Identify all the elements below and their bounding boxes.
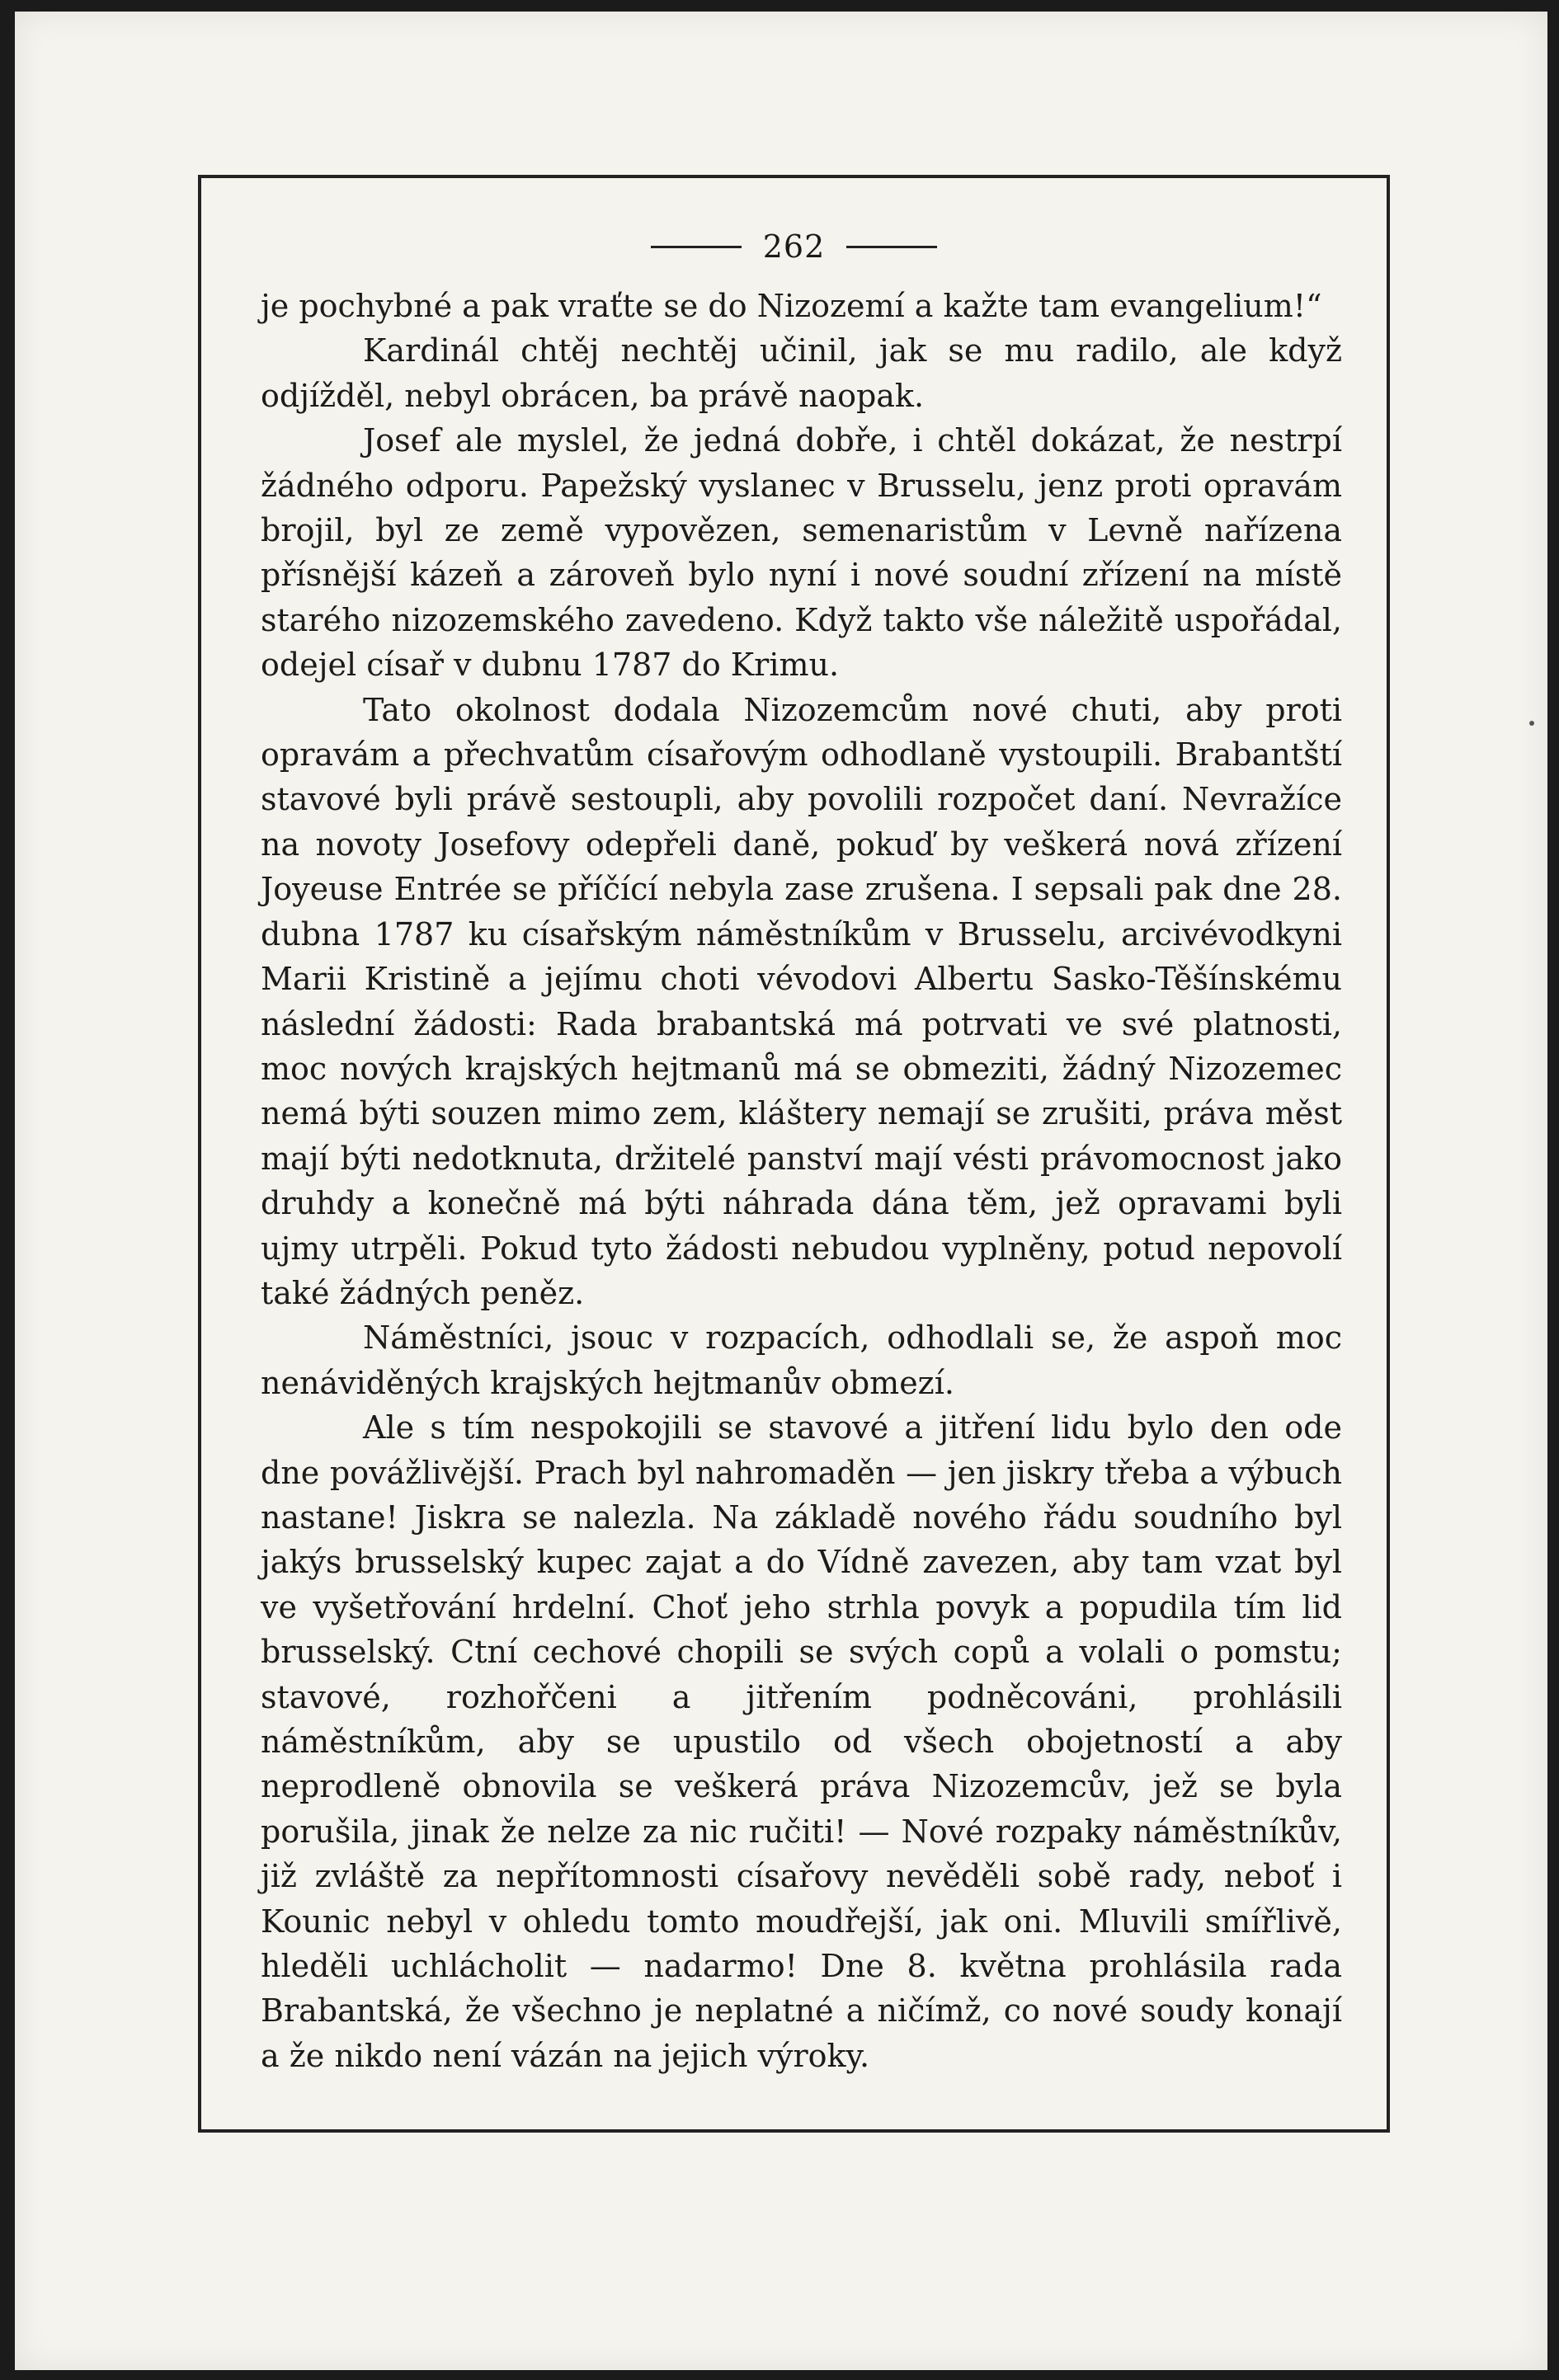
header-rule-right [846,246,937,248]
paragraph: Ale s tím nespokojili se stavové a jitření lidu bylo den ode dne povážlivější. Prach byl nahromaděn — jen jiskry třeba a výbuch nastane! Jiskra se nalezla. Na základě nového řádu soudního byl jakýs brusselský kupec zajat a do Vídně zavezen, aby tam vzat byl ve vyšetřování hrdelní. Choť jeho strhla povyk a popudila tím lid brusselský. Ctní cechové chopili se svých copů a volali o pomstu; stavové, rozhořčeni a jitřením podněcováni, prohlásili náměstníkům, aby se upustilo od všech obojetností a aby neprodleně obnovila se veškerá práva Nizozemcův, jež se byla porušila, jinak že nelze za nic ručiti! — Nové rozpaky náměstníkův, již zvláště za nepřítomnosti císařovy nevěděli sobě rady, neboť i Kounic nebyl v ohledu tomto moudřejší, jak oni. Mluvili smířlivě, hleděli uchlácholit — nadarmo! Dne 8. května prohlásila rada Brabantská, že všechno je neplatné a ničímž, co nové soudy konají a že nikdo není vázán na jejich výroky. [261,1409,1342,2074]
paragraph: Tato okolnost dodala Nizozemcům nové chuti, aby proti opravám a přechvatům císařovým odhodlaně vystoupili. Brabantští stavové byli právě sestoupli, aby povolili rozpočet daní. Nevražíce na novoty Josefovy odepřeli daně, pokuď by veškerá nová zřízení Joyeuse Entrée se příčící nebyla zase zrušena. I sepsali pak dne 28. dubna 1787 ku císařským náměstníkům v Brusselu, arcivévodkyni Marii Kristině a jejímu choti vévodovi Albertu Sasko-Těšínskému následní žádosti: Rada brabantská má potrvati ve své platnosti, moc nových krajských hejtmanů má se obmeziti, žádný Nizozemec nemá býti souzen mimo zem, kláštery nemají se zrušiti, práva měst mají býti nedotknuta, držitelé panství mají vésti právomocnost jako druhdy a konečně má býti náhrada dána těm, jež opravami byli ujmy utrpěli. Pokud tyto žádosti nebudou vyplněny, potud nepovolí také žádných peněz. [261,691,1342,1311]
page-header [201,226,1387,267]
text-frame [198,175,1390,2133]
paragraph: Kardinál chtěj nechtěj učinil, jak se mu radilo, ale když odjížděl, nebyl obrácen, ba právě naopak. [261,332,1342,414]
paragraph: Josef ale myslel, že jedná dobře, i chtěl dokázat, že nestrpí žádného odporu. Papežský vyslanec v Brusselu, jenz proti opravám brojil, byl ze země vypovězen, semenaristům v Levně nařízena přísnější kázeň a zároveň bylo nyní i nové soudní zřízení na místě starého nizozemského zavedeno. Když takto vše náležitě uspořádal, odejel císař v dubnu 1787 do Krimu. [261,422,1342,684]
paragraph: Náměstníci, jsouc v rozpacích, odhodlali se, že aspoň moc nenáviděných krajských hejtmanův obmezí. [261,1319,1342,1401]
margin-speck [1529,721,1534,726]
header-rule-left [651,246,742,248]
body-text [261,284,1342,2078]
paragraph: je pochybné a pak vraťte se do Nizozemí a kažte tam evangelium!“ [261,288,1322,324]
page-number: 262 [762,228,826,265]
scanned-page [15,12,1547,2370]
